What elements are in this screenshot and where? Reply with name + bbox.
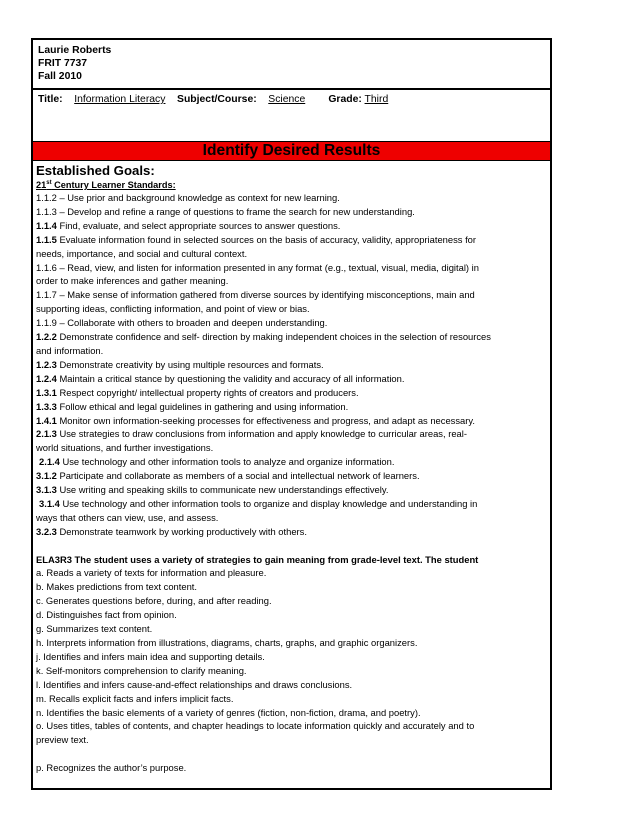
standard-line: 1.2.4 Maintain a critical stance by questioning the validity and accuracy of all information. bbox=[36, 372, 405, 384]
ela-item: k. Self-monitors comprehension to clarify meaning. bbox=[36, 664, 247, 676]
standard-line: 3.1.2 Participate and collaborate as members of a social and intellectual network of learners. bbox=[36, 470, 420, 482]
standards-list bbox=[36, 191, 548, 539]
standard-line: 3.2.3 Demonstrate teamwork by working productively with others. bbox=[36, 525, 307, 537]
author-header bbox=[33, 40, 550, 90]
standard-line: 2.1.4 Use technology and other information tools to analyze and organize information. bbox=[39, 456, 395, 468]
standard-line: order to make inferences and gather meaning. bbox=[36, 275, 229, 287]
goals-heading: Established Goals: bbox=[36, 163, 155, 178]
standard-line: supporting ideas, conflicting information, and point of view or bias. bbox=[36, 303, 310, 315]
standards-heading: 21st Century Learner Standards: bbox=[36, 179, 176, 190]
author-name: Laurie Roberts bbox=[38, 45, 112, 56]
standard-line: 1.1.6 – Read, view, and listen for information presented in any format (e.g., textual, visual, media, digital) in bbox=[36, 261, 479, 273]
grade-value: Third bbox=[364, 94, 389, 105]
ela-item: m. Recalls explicit facts and infers implicit facts. bbox=[36, 692, 234, 704]
ela-item: preview text. bbox=[36, 734, 89, 746]
title-row bbox=[33, 90, 550, 110]
ela-item: b. Makes predictions from text content. bbox=[36, 581, 198, 593]
standard-line: world situations, and further investigations. bbox=[36, 442, 214, 454]
grade-label: Grade: bbox=[328, 94, 362, 105]
standard-line: 1.1.9 – Collaborate with others to broaden and deepen understanding. bbox=[36, 317, 328, 329]
standard-line: 1.2.2 Demonstrate confidence and self- direction by making independent choices in the selection of resources bbox=[36, 331, 491, 343]
ela-item: n. Identifies the basic elements of a variety of genres (fiction, non-fiction, drama, and poetry). bbox=[36, 706, 421, 718]
standard-line: 1.1.7 – Make sense of information gathered from diverse sources by identifying misconceptions, main and bbox=[36, 289, 475, 301]
section-banner: Identify Desired Results bbox=[33, 141, 550, 161]
blank-row bbox=[33, 110, 550, 141]
ela-heading: ELA3R3 The student uses a variety of strategies to gain meaning from grade-level text. The student bbox=[36, 553, 479, 565]
standard-line: 3.1.4 Use technology and other information tools to organize and display knowledge and understanding in bbox=[39, 497, 478, 509]
ela-item: g. Summarizes text content. bbox=[36, 623, 153, 635]
ela-list bbox=[36, 566, 548, 747]
standard-line: 3.1.3 Use writing and speaking skills to communicate new understandings effectively. bbox=[36, 484, 389, 496]
standard-line: 1.1.4 Find, evaluate, and select appropriate sources to answer questions. bbox=[36, 219, 341, 231]
title-label: Title: bbox=[38, 94, 63, 105]
ela-item: h. Interprets information from illustrations, diagrams, charts, graphs, and graphic organizers. bbox=[36, 636, 418, 648]
standard-line: 1.1.2 – Use prior and background knowledge as context for new learning. bbox=[36, 192, 340, 203]
ela-item: j. Identifies and infers main idea and supporting details. bbox=[36, 650, 265, 662]
standard-line: 1.2.3 Demonstrate creativity by using multiple resources and formats. bbox=[36, 358, 324, 370]
ela-item: o. Uses titles, tables of contents, and chapter headings to locate information quickly and accurately and to bbox=[36, 720, 475, 732]
standard-line: 2.1.3 Use strategies to draw conclusions from information and apply knowledge to curricular areas, real- bbox=[36, 428, 467, 440]
standard-line: and information. bbox=[36, 344, 104, 356]
standard-line: 1.3.3 Follow ethical and legal guidelines in gathering and using information. bbox=[36, 400, 349, 412]
ela-item: l. Identifies and infers cause-and-effect relationships and draws conclusions. bbox=[36, 678, 353, 690]
ela-item: a. Reads a variety of texts for information and pleasure. bbox=[36, 567, 267, 579]
ela-item: d. Distinguishes fact from opinion. bbox=[36, 609, 177, 621]
standard-line: needs, importance, and social and cultural context. bbox=[36, 247, 248, 259]
subject-value: Science bbox=[268, 94, 306, 105]
standard-line: 1.1.3 – Develop and refine a range of questions to frame the search for new understanding. bbox=[36, 205, 415, 217]
title-value: Information Literacy bbox=[74, 94, 166, 105]
term: Fall 2010 bbox=[38, 71, 82, 83]
document-frame bbox=[31, 38, 552, 790]
ela-last-item: p. Recognizes the author’s purpose. bbox=[36, 762, 187, 774]
standard-line: 1.3.1 Respect copyright/ intellectual property rights of creators and producers. bbox=[36, 386, 359, 398]
standard-line: ways that others can view, use, and assess. bbox=[36, 511, 219, 523]
standard-line: 1.4.1 Monitor own information-seeking processes for effectiveness and progress, and adapt as necessary. bbox=[36, 414, 475, 426]
ela-item: c. Generates questions before, during, and after reading. bbox=[36, 595, 272, 607]
subject-label: Subject/Course: bbox=[177, 94, 257, 105]
standard-line: 1.1.5 Evaluate information found in selected sources on the basis of accuracy, validity, appropriateness for bbox=[36, 233, 477, 245]
established-goals bbox=[36, 163, 548, 775]
course-code: FRIT 7737 bbox=[38, 58, 88, 70]
